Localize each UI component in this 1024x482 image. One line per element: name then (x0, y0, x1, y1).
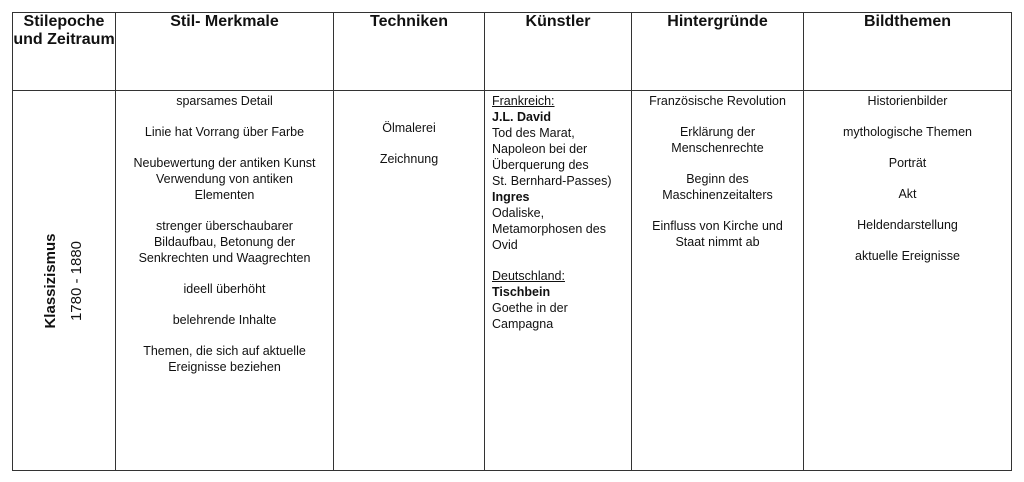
bildthema-item: mythologische Themen (842, 125, 972, 139)
techniken-cell (334, 91, 485, 471)
merkmal-item: strenger überschaubarer Bildaufbau, Betonung der Senkrechten und Waagrechten (138, 219, 311, 265)
merkmal-item: belehrende Inhalte (172, 313, 277, 327)
bildthemen-cell (804, 91, 1012, 471)
artist-name: J.L. David (492, 110, 552, 124)
merkmal-item: Themen, die sich auf aktuelle Ereignisse beziehen (143, 344, 306, 374)
bildthema-item: aktuelle Ereignisse (855, 249, 960, 263)
hintergruende-cell (632, 91, 804, 471)
epoch-cell (13, 91, 116, 471)
kuenstler-cell (485, 91, 632, 471)
epoch-range: 1780 - 1880 (68, 240, 85, 321)
merkmale-cell (116, 91, 334, 471)
header-row (13, 13, 1012, 91)
hintergrund-item: Französische Revolution (649, 94, 786, 108)
bildthema-item: Porträt (888, 156, 927, 170)
merkmal-item: Neubewertung der antiken Kunst Verwendung von antiken Elementen (133, 156, 316, 202)
header-techniken: Techniken (334, 13, 485, 91)
artist-name: Ingres (492, 190, 530, 204)
artist-name: Tischbein (492, 285, 551, 299)
merkmal-item: ideell überhöht (183, 282, 266, 296)
bildthema-item: Akt (898, 187, 917, 201)
header-hintergruende: Hintergründe (632, 13, 804, 91)
bildthema-item: Heldendarstellung (857, 218, 958, 232)
bildthema-item: Historienbilder (867, 94, 948, 108)
artist-works: Odaliske, Metamorphosen des Ovid (492, 206, 606, 252)
hintergrund-item: Einfluss von Kirche und Staat nimmt ab (652, 219, 783, 249)
header-merkmale: Stil- Merkmale (116, 13, 334, 91)
header-kuenstler: Künstler (485, 13, 632, 91)
artist-works: Tod des Marat, Napoleon bei der Überquerung des St. Bernhard-Passes) (492, 126, 612, 188)
header-bildthemen: Bildthemen (804, 13, 1012, 91)
merkmal-item: sparsames Detail (176, 94, 273, 108)
hintergrund-item: Erklärung der Menschenrechte (671, 125, 764, 155)
technik-item: Ölmalerei (382, 121, 436, 135)
art-epoch-table (12, 12, 1012, 471)
header-epoch: Stilepoche und Zeitraum (13, 13, 116, 91)
content-row (13, 91, 1012, 471)
country-label-france: Frankreich: (492, 94, 555, 108)
merkmal-item: Linie hat Vorrang über Farbe (144, 125, 305, 139)
epoch-name: Klassizismus (42, 232, 59, 329)
hintergrund-item: Beginn des Maschinenzeitalters (662, 172, 773, 202)
technik-item: Zeichnung (379, 152, 439, 166)
country-label-germany: Deutschland: (492, 269, 565, 283)
artist-works: Goethe in der Campagna (492, 301, 568, 331)
